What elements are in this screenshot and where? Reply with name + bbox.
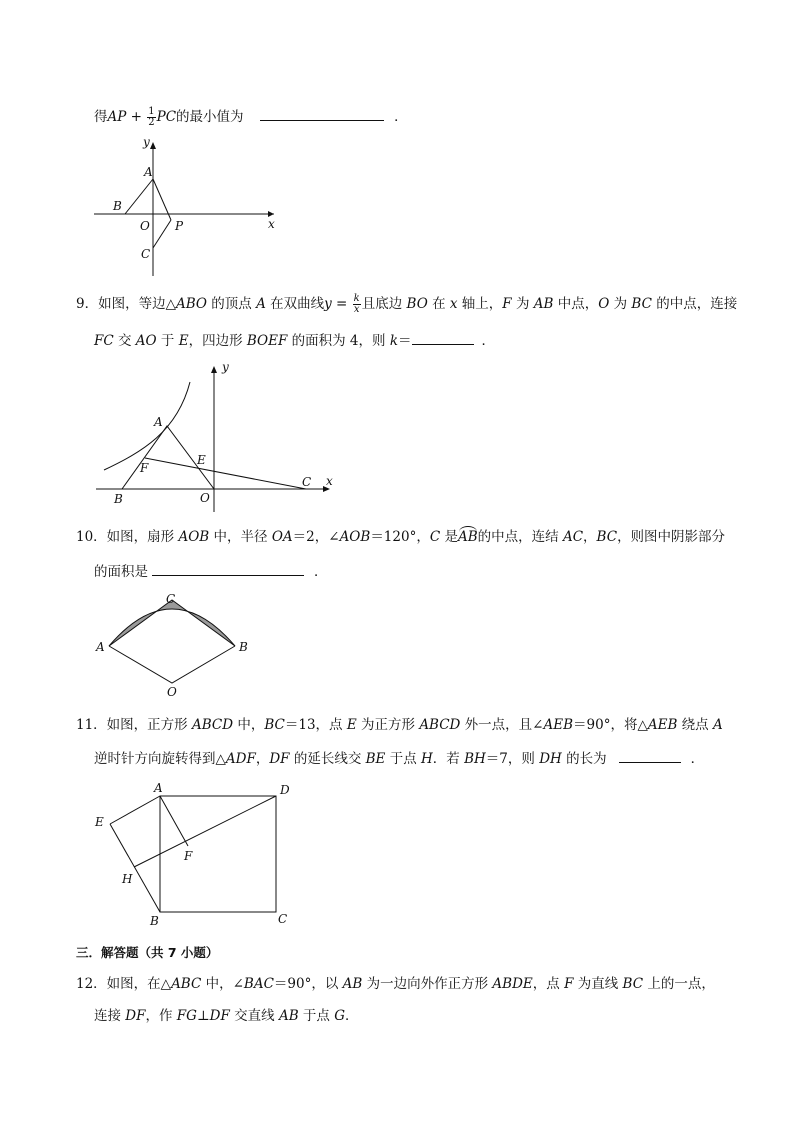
q10-line2-text: 的面积是: [94, 564, 148, 580]
q9-line1-q-text: BC: [631, 296, 652, 312]
q10-ac-text: AC: [562, 529, 584, 545]
q9-line1-p-text: 为: [609, 296, 632, 312]
q9-line1-c-text: 的顶点: [206, 296, 257, 312]
q12-l2-c-text: ，作: [145, 1008, 177, 1024]
q11-label-f: F: [184, 849, 193, 863]
q12-l2-f-text: DF: [209, 1008, 230, 1024]
q12-l1-i-text: ，点: [532, 976, 565, 992]
q10-figure: [94, 592, 264, 697]
q10-label-c: C: [166, 592, 176, 606]
q12-l1-d-text: BAC: [243, 976, 274, 992]
q9-line2-f-text: ，四边形: [188, 333, 247, 349]
q11-answer-blank[interactable]: [619, 748, 681, 763]
q9-label-a: A: [154, 415, 163, 429]
q9-line-2: [94, 330, 495, 350]
q10-arc-ab: AB: [458, 529, 478, 545]
q8-figure: [88, 135, 288, 278]
q12-l2-g-text: 交直线: [229, 1008, 279, 1024]
q11-l2-d-text: DF: [269, 751, 290, 767]
q10-end-text: ．: [314, 564, 328, 580]
q10-label-b: B: [239, 640, 248, 654]
q12-l2-i-text: 于点: [298, 1008, 335, 1024]
q11-l2-g-text: 于点: [385, 751, 422, 767]
q10-t4-text: ＝120°，: [370, 529, 430, 545]
q9-line2-i-text: k: [389, 333, 398, 349]
q10-t3-text: ＝2，∠: [292, 529, 340, 545]
q9-label-f: F: [140, 461, 149, 475]
q12-l1-k-text: 为直线: [573, 976, 623, 992]
q12-l1-e-text: ＝90°，以: [273, 976, 343, 992]
q11-l1-e-text: ＝13，点: [284, 717, 347, 733]
q9-label-b: B: [114, 492, 123, 506]
q8-label-y: y: [143, 135, 150, 149]
q12-l2-a-text: 连接: [94, 1008, 126, 1024]
q11-figure: [92, 780, 312, 930]
q10-t2-text: 中，半径: [209, 529, 272, 545]
q12-l2-e-text: ⊥: [196, 1008, 210, 1024]
q8-label-b: B: [113, 199, 122, 213]
q9-line2-d-text: 于: [156, 333, 179, 349]
q8-label-x: x: [268, 217, 275, 231]
q11-l2-a-text: 逆时针方向旋转得到△: [94, 751, 226, 767]
q10-bc-text: BC: [596, 529, 618, 545]
q11-label-a: A: [154, 781, 163, 795]
q9-curve-eq-text: =: [331, 296, 352, 312]
q9-line1-l-text: 为: [511, 296, 534, 312]
q9-line2-a-text: FC: [94, 333, 114, 349]
q12-l1-f-text: AB: [342, 976, 363, 992]
q10-oa-text: OA: [271, 529, 293, 545]
q10-aob-text: AOB: [178, 529, 210, 545]
q11-l2-k-text: ＝7，则: [485, 751, 540, 767]
section-heading: 三．解答题（共 7 小题）: [76, 945, 219, 960]
q11-line-1: [76, 716, 723, 734]
q8-expr-end: PC: [156, 109, 177, 125]
q12-l1-g-text: 为一边向外作正方形: [362, 976, 493, 992]
q9-line1-n-text: 中点，: [553, 296, 599, 312]
q9-label-y: y: [222, 360, 229, 374]
q9-line1-b-text: ABO: [175, 296, 207, 312]
q11-l1-l-text: AEB: [647, 717, 678, 733]
q9-line2-j-text: ＝: [398, 333, 412, 349]
q9-line1-g-text: BO: [406, 296, 428, 312]
q10-aob2-text: AOB: [339, 529, 371, 545]
q11-l1-n-text: A: [712, 717, 723, 733]
q11-l1-j-text: AEB: [543, 717, 574, 733]
q11-l1-i-text: 外一点，且∠: [460, 717, 544, 733]
q11-l1-f-text: E: [346, 717, 357, 733]
q10-c-text: C: [429, 529, 441, 545]
q9-line1-a-text: 9．如图，等边△: [76, 296, 176, 312]
q8-expr-start: AP +: [107, 109, 147, 125]
q11-l2-m-text: 的长为: [561, 751, 607, 767]
q12-l1-a-text: 12．如图，在△: [76, 976, 172, 992]
q11-l2-h-text: H: [421, 751, 433, 767]
q9-segment-fc: [145, 458, 306, 489]
q11-l2-f-text: BE: [365, 751, 386, 767]
q11-l2-e-text: 的延长线交: [289, 751, 366, 767]
q12-l2-d-text: FG: [176, 1008, 197, 1024]
q11-label-c: C: [278, 912, 288, 926]
q12-l1-h-text: ABDE: [492, 976, 533, 992]
q10-line-2: [94, 561, 328, 581]
q12-l2-j-text: G: [334, 1008, 346, 1024]
q11-l1-k-text: ＝90°，将△: [573, 717, 648, 733]
q12-l1-j-text: F: [564, 976, 574, 992]
q8-segment-pc: [153, 220, 171, 248]
q12-l1-l-text: BC: [622, 976, 644, 992]
q9-frac-den-text: x: [353, 304, 360, 315]
q8-answer-blank[interactable]: [260, 106, 384, 121]
q8-y-arrow-icon: [150, 142, 156, 149]
q9-end-text: ．: [481, 333, 495, 349]
q11-l1-g-text: 为正方形: [356, 717, 420, 733]
q9-label-o: O: [200, 491, 210, 505]
q9-line1-j-text: 轴上，: [457, 296, 503, 312]
q9-line1-m-text: AB: [533, 296, 554, 312]
q11-l2-b-text: ADF: [225, 751, 256, 767]
q8-label-o: O: [140, 219, 150, 233]
q10-line1-text: 10．如图，扇形: [76, 529, 179, 545]
q11-square-abcd: [160, 796, 276, 912]
q9-line2-g-text: BOEF: [246, 333, 288, 349]
q9-line1-k-text: F: [502, 296, 512, 312]
q10-radii: [109, 646, 235, 683]
q9-line2-h-text: 的面积为 4，则: [287, 333, 390, 349]
q10-arc-mark-icon: [459, 526, 477, 532]
q10-t5-text: 是: [440, 529, 458, 545]
q11-l1-d-text: BC: [264, 717, 285, 733]
q11-label-b: B: [150, 914, 159, 928]
q12-l2-b-text: DF: [125, 1008, 146, 1024]
q9-line1-h-text: 在: [427, 296, 450, 312]
q9-line1-i-text: x: [449, 296, 458, 312]
q11-l1-m-text: 绕点: [677, 717, 713, 733]
q10-label-a: A: [96, 640, 105, 654]
q11-segment-ae: [110, 796, 160, 824]
q10-line-1: [76, 528, 725, 546]
q9-line1-f-text: 且底边: [361, 296, 407, 312]
q11-l2-c-text: ，: [255, 751, 270, 767]
q11-l1-b-text: ABCD: [191, 717, 234, 733]
q12-l1-b-text: ABC: [171, 976, 202, 992]
q9-label-x: x: [326, 474, 333, 488]
q12-l2-h-text: AB: [278, 1008, 299, 1024]
q10-label-o: O: [167, 685, 177, 699]
q10-t7-text: ，: [583, 529, 597, 545]
q12-line-1: [76, 975, 715, 993]
q11-l1-a-text: 11．如图，正方形: [76, 717, 192, 733]
q8-label-c: C: [141, 247, 151, 261]
q11-l2-j-text: BH: [464, 751, 486, 767]
q9-line2-e-text: E: [178, 333, 189, 349]
q12-line-2: [94, 1007, 359, 1025]
q10-answer-blank[interactable]: [152, 561, 304, 576]
q9-label-c: C: [302, 475, 312, 489]
q9-figure: [92, 362, 352, 512]
q11-label-e: E: [95, 815, 104, 829]
q11-segment-af: [160, 796, 188, 846]
q8-label-p: P: [175, 219, 184, 233]
q9-hyperbola: [104, 382, 190, 470]
q10-shaded-region: [109, 600, 235, 646]
q10-arc: [109, 609, 235, 646]
q11-l1-c-text: 中，: [233, 717, 265, 733]
q9-line1-d-text: A: [256, 296, 266, 312]
q9-y-arrow-icon: [211, 366, 217, 373]
q8-frac-den: 2: [148, 117, 155, 128]
q11-l2-i-text: ．若: [432, 751, 465, 767]
q11-segment-eb: [110, 824, 160, 912]
q9-fraction: [353, 294, 361, 315]
q9-line-1: [76, 294, 737, 315]
q8-label-a: A: [144, 165, 153, 179]
q11-segment-dh: [134, 796, 276, 867]
q9-curve-y-text: y: [324, 296, 332, 312]
q10-t6-text: 的中点，连结: [477, 529, 563, 545]
q8-line: [94, 106, 408, 128]
q9-label-e: E: [197, 453, 206, 467]
q10-t8-text: ，则图中阴影部分: [617, 529, 726, 545]
q12-l2-k-text: ．: [345, 1008, 359, 1024]
q11-line-2: [94, 748, 704, 768]
q11-label-d: D: [280, 783, 290, 797]
q9-line2-b-text: 交: [113, 333, 136, 349]
q8-suffix: 的最小值为: [176, 109, 244, 125]
q12-l1-m-text: 上的一点，: [643, 976, 715, 992]
q8-segment-ab: [125, 179, 153, 214]
q9-answer-blank[interactable]: [412, 330, 474, 345]
q11-l2-l-text: DH: [539, 751, 562, 767]
q8-frac-num: 1: [148, 106, 155, 117]
q11-label-h: H: [122, 872, 133, 886]
q11-end-text: ．: [690, 751, 705, 767]
q12-l1-c-text: 中，∠: [201, 976, 244, 992]
q8-prefix: 得: [94, 109, 108, 125]
q9-line1-o-text: O: [598, 296, 610, 312]
q9-frac-num-text: k: [353, 293, 360, 304]
q9-line2-c-text: AO: [135, 333, 157, 349]
q11-l1-h-text: ABCD: [419, 717, 461, 733]
q8-fraction: [147, 107, 155, 128]
q9-line1-r-text: 的中点，连接: [651, 296, 738, 312]
q8-end: ．: [394, 109, 408, 125]
q9-line1-e-text: 在双曲线: [265, 296, 325, 312]
